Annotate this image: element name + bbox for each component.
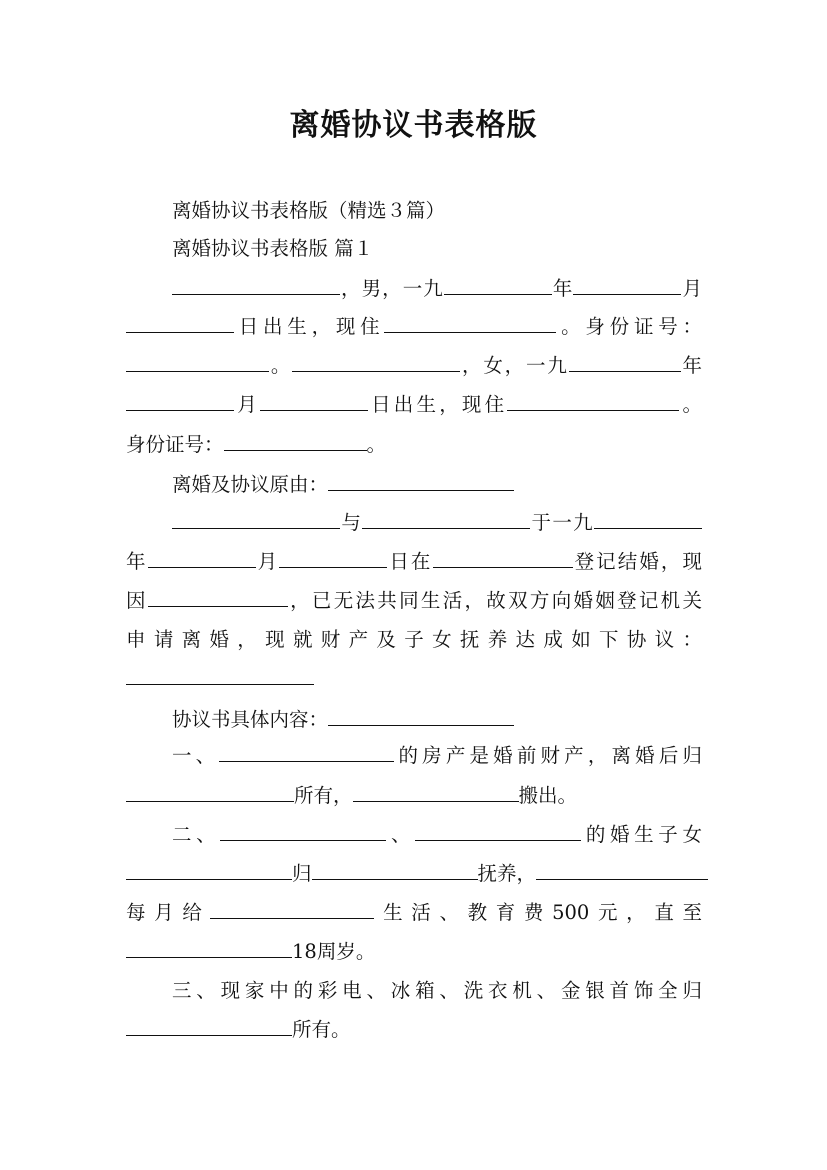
text-fragment: 月 — [681, 277, 702, 300]
text-fragment: 协议书具体内容： — [172, 708, 329, 731]
paragraph-line — [126, 352, 702, 380]
paragraph-line — [126, 706, 702, 734]
text-fragment: 申请离婚，现就财产及子女抚养达成如下协议： — [126, 628, 702, 651]
text-fragment: 月 — [234, 393, 260, 416]
text-fragment: 三、现家中的彩电、冰箱、洗衣机、金银首饰全归 — [172, 979, 702, 1002]
section-heading — [126, 235, 702, 263]
blank-field[interactable] — [220, 822, 386, 841]
text-fragment: 元，直至 — [589, 901, 702, 924]
text-fragment: 与 — [340, 511, 363, 534]
text-fragment: 身份证号： — [126, 433, 224, 456]
blank-field[interactable] — [384, 314, 556, 333]
paragraph-line — [126, 1016, 702, 1044]
blank-field[interactable] — [126, 353, 269, 372]
paragraph-line — [126, 899, 702, 927]
paragraph-line — [126, 471, 702, 499]
paragraph-line — [126, 587, 702, 615]
paragraph-line — [126, 431, 702, 459]
blank-field[interactable] — [172, 276, 340, 295]
blank-field[interactable] — [507, 392, 679, 411]
amount-value: 500 — [552, 901, 590, 924]
text-fragment: ，女，一九 — [460, 354, 569, 377]
blank-field[interactable] — [126, 1017, 292, 1036]
blank-field[interactable] — [328, 472, 514, 491]
text-fragment: 归 — [292, 862, 312, 885]
text-fragment: 每月给 — [126, 901, 211, 924]
text-fragment: 抚养， — [477, 862, 537, 885]
blank-field[interactable] — [433, 549, 573, 568]
paragraph-line — [126, 548, 702, 576]
document-title: 离婚协议书表格版 — [289, 108, 538, 143]
blank-field[interactable] — [126, 939, 292, 958]
text-fragment: 周岁。 — [316, 940, 376, 963]
blank-field[interactable] — [353, 783, 519, 802]
blank-field[interactable] — [172, 510, 340, 529]
blank-field[interactable] — [328, 707, 514, 726]
blank-field[interactable] — [292, 353, 460, 372]
text-fragment: 的房产是婚前财产，离婚后归 — [394, 744, 702, 767]
section-heading-text: 离婚协议书表格版 篇１ — [172, 237, 374, 260]
text-fragment: 的婚生子女 — [581, 823, 702, 846]
paragraph-line — [126, 665, 702, 693]
age-value: 18 — [292, 940, 317, 963]
paragraph-line — [126, 821, 702, 849]
blank-field[interactable] — [148, 588, 288, 607]
subtitle-line — [126, 197, 702, 225]
text-fragment: 登记结婚，现 — [572, 550, 702, 573]
paragraph-line — [126, 860, 702, 888]
blank-field[interactable] — [126, 392, 234, 411]
blank-field[interactable] — [126, 861, 292, 880]
subtitle-text: 离婚协议书表格版（精选３篇） — [172, 199, 446, 222]
text-fragment: 月 — [255, 550, 280, 573]
text-fragment: 二、 — [172, 823, 221, 846]
text-fragment: 年 — [680, 354, 702, 377]
blank-field[interactable] — [224, 432, 367, 451]
paragraph-line — [126, 742, 702, 770]
blank-field[interactable] — [260, 392, 368, 411]
paragraph-line — [126, 391, 702, 419]
blank-field[interactable] — [444, 276, 552, 295]
blank-field[interactable] — [126, 783, 294, 802]
paragraph-line — [126, 977, 702, 1005]
text-fragment: 于一九 — [530, 511, 594, 534]
blank-field[interactable] — [148, 549, 256, 568]
blank-field[interactable] — [415, 822, 581, 841]
text-fragment: 。 — [366, 433, 387, 456]
blank-field[interactable] — [126, 666, 314, 685]
text-fragment: 、 — [386, 823, 416, 846]
blank-field[interactable] — [536, 861, 708, 880]
text-fragment: 因 — [126, 589, 148, 612]
blank-field[interactable] — [362, 510, 530, 529]
text-fragment: 生活、教育费 — [374, 901, 553, 924]
text-fragment: 年 — [126, 550, 148, 573]
text-fragment: 所有。 — [292, 1018, 351, 1041]
text-fragment: 。身份证号： — [556, 315, 702, 338]
text-fragment: 所有， — [294, 784, 353, 807]
paragraph-line — [126, 938, 702, 966]
blank-field[interactable] — [219, 743, 394, 762]
text-fragment: 搬出。 — [518, 784, 578, 807]
blank-field[interactable] — [594, 510, 702, 529]
text-fragment: 日在 — [387, 550, 433, 573]
text-fragment: 一、 — [172, 744, 220, 767]
paragraph-line — [126, 509, 702, 537]
blank-field[interactable] — [126, 314, 234, 333]
blank-field[interactable] — [210, 900, 374, 919]
blank-field[interactable] — [312, 861, 478, 880]
paragraph-line — [126, 626, 702, 654]
paragraph-line — [126, 313, 702, 341]
text-fragment: 离婚及协议原由： — [172, 473, 329, 496]
text-fragment: 年 — [551, 277, 574, 300]
text-fragment: 。 — [269, 354, 293, 377]
text-fragment: 日出生，现住 — [234, 315, 385, 338]
blank-field[interactable] — [279, 549, 387, 568]
blank-field[interactable] — [569, 353, 681, 372]
text-fragment: 日出生，现住 — [367, 393, 508, 416]
blank-field[interactable] — [573, 276, 681, 295]
text-fragment: ，男，一九 — [340, 277, 444, 300]
paragraph-line — [126, 275, 702, 303]
text-fragment: 。 — [679, 393, 702, 416]
paragraph-line — [126, 782, 702, 810]
text-fragment: ，已无法共同生活，故双方向婚姻登记机关 — [287, 589, 702, 612]
